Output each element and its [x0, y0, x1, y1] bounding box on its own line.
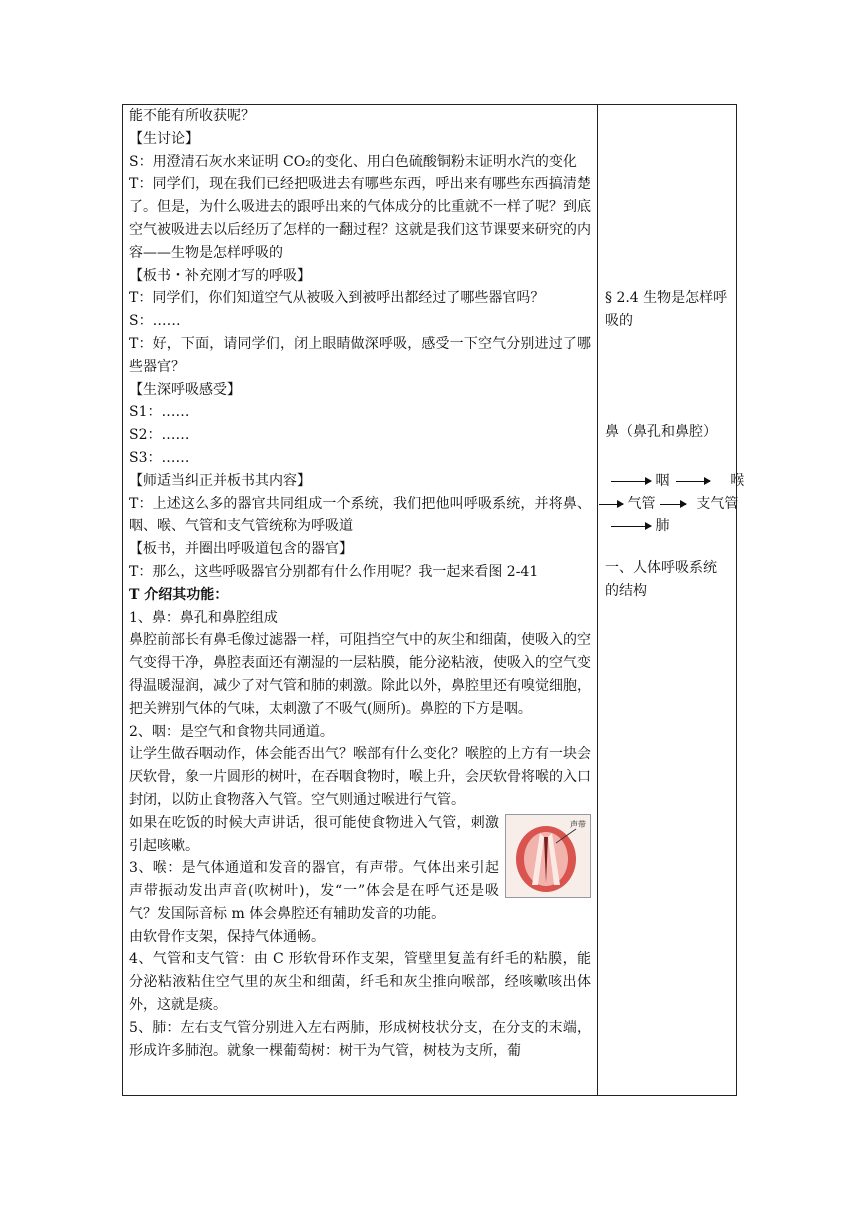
line: 1、鼻：鼻孔和鼻腔组成 — [129, 609, 278, 626]
line: T：同学们，现在我们已经把吸进去有哪些东西，呼出来有哪些东西搞清楚了。但是，为什么吸进去的跟呼出来的气体成分的比重就不一样了呢？到底空气被吸进去以后经历了怎样的一翻过程？这就是我们这节课要来研究的内容——生物是怎样呼吸的 — [129, 176, 591, 261]
line: 鼻腔前部长有鼻毛像过滤器一样，可阻挡空气中的灰尘和细菌，使吸入的空气变得干净，鼻腔表面还有潮湿的一层粘膜，能分泌粘液，使吸入的空气变得温暖湿润，减少了对气管和肺的刺激。除此以外，鼻腔里还有嗅觉细胞，把关辨别气体的气味，太刺激了不吸气(厕所)。鼻腔的下方是咽。 — [129, 632, 591, 717]
flow-pharynx: 咽 — [655, 473, 670, 489]
flow-bronchi: 支气管 — [696, 496, 739, 512]
flow-lung: 肺 — [655, 518, 670, 534]
arrow-icon — [660, 504, 686, 505]
line: 由软骨作支架，保持气体通畅。 — [129, 928, 325, 945]
line: S：用澄清石灰水来证明 CO₂的变化、用白色硫酸铜粉末证明水汽的变化 — [129, 153, 577, 170]
section-heading: § 2.4 生物是怎样呼吸的 — [605, 290, 728, 329]
larynx-figure — [505, 814, 591, 898]
line: 能不能有所收获呢？ — [129, 108, 255, 124]
teaching-process-column — [129, 105, 591, 1062]
arrow-icon — [676, 481, 710, 482]
line: T：好，下面，请同学们，闭上眼睛做深呼吸，感受一下空气分别进过了哪些器官？ — [129, 335, 591, 375]
line: S1：…… — [129, 404, 190, 421]
line: 【板书・补充刚才写的呼吸】 — [129, 267, 311, 284]
flow-row-2 — [599, 493, 738, 513]
line: 让学生做吞咽动作，体会能否出气？喉部有什么变化？喉腔的上方有一块会厌软骨，象一片圆形的树叶，在吞咽食物时，喉上升，会厌软骨将喉的入口封闭，以防止食物落入气管。空气则通过喉进行气管。 — [129, 746, 591, 808]
line: 5、肺：左右支气管分别进入左右两肺，形成树枝状分支，在分支的末端，形成许多肺泡。就象一棵葡萄树：树干为气管，树枝为支所，葡 — [129, 1019, 591, 1059]
flow-larynx: 喉 — [730, 473, 745, 489]
line: 【板书，并圈出呼吸道包含的器官】 — [129, 541, 353, 558]
line: T：那么，这些呼吸器官分别都有什么作用呢？我一起来看图 2-41 — [129, 563, 539, 580]
column-divider — [597, 105, 598, 1095]
line: T：上述这么多的器官共同组成一个系统，我们把他叫呼吸系统，并将鼻、咽、喉、气管和支气管统称为呼吸道 — [129, 495, 591, 535]
figure-label: 声带 — [570, 819, 586, 829]
board-notes-column — [605, 105, 733, 443]
line: 2、咽：是空气和食物共同通道。 — [129, 723, 334, 740]
line: 【师适当纠正并板书其内容】 — [129, 472, 311, 489]
line: S2：…… — [129, 427, 190, 444]
line-bold: T 介绍其功能： — [129, 586, 229, 603]
flow-nose: 鼻（鼻孔和鼻腔） — [605, 423, 717, 440]
line: 【生讨论】 — [129, 130, 199, 147]
line: T：同学们，你们知道空气从被吸入到被呼出都经过了哪些器官吗？ — [129, 290, 545, 307]
arrow-icon — [611, 481, 651, 482]
line: 3、喉：是气体通道和发音的器官，有声带。气体出来引起声带振动发出声音(吹树叶)，发“一”体会是在呼气还是吸气？发国际音标 m 体会鼻腔还有辅助发音的功能。 — [129, 860, 499, 922]
arrow-icon — [611, 526, 651, 527]
section-title-box — [605, 557, 729, 603]
arrow-icon — [599, 504, 623, 505]
flow-row-3 — [611, 515, 669, 535]
flow-trachea: 气管 — [627, 496, 656, 512]
section-title: 一、人体呼吸系统的结构 — [605, 560, 717, 599]
line: S3：…… — [129, 449, 190, 466]
lesson-table — [122, 104, 745, 1096]
line: 【生深呼吸感受】 — [129, 381, 241, 398]
line: 如果在吃饭的时候大声讲话，很可能使食物进入气管，刺激引起咳嗽。 — [129, 814, 499, 854]
line: S：…… — [129, 313, 181, 330]
line: 4、气管和支气管：由 C 形软骨环作支架，管壁里复盖有纤毛的粘膜，能分泌粘液粘住空气里的灰尘和细菌，纤毛和灰尘推向喉部，经咳嗽咳出体外，这就是痰。 — [129, 951, 591, 1014]
flow-row-1 — [611, 470, 744, 490]
